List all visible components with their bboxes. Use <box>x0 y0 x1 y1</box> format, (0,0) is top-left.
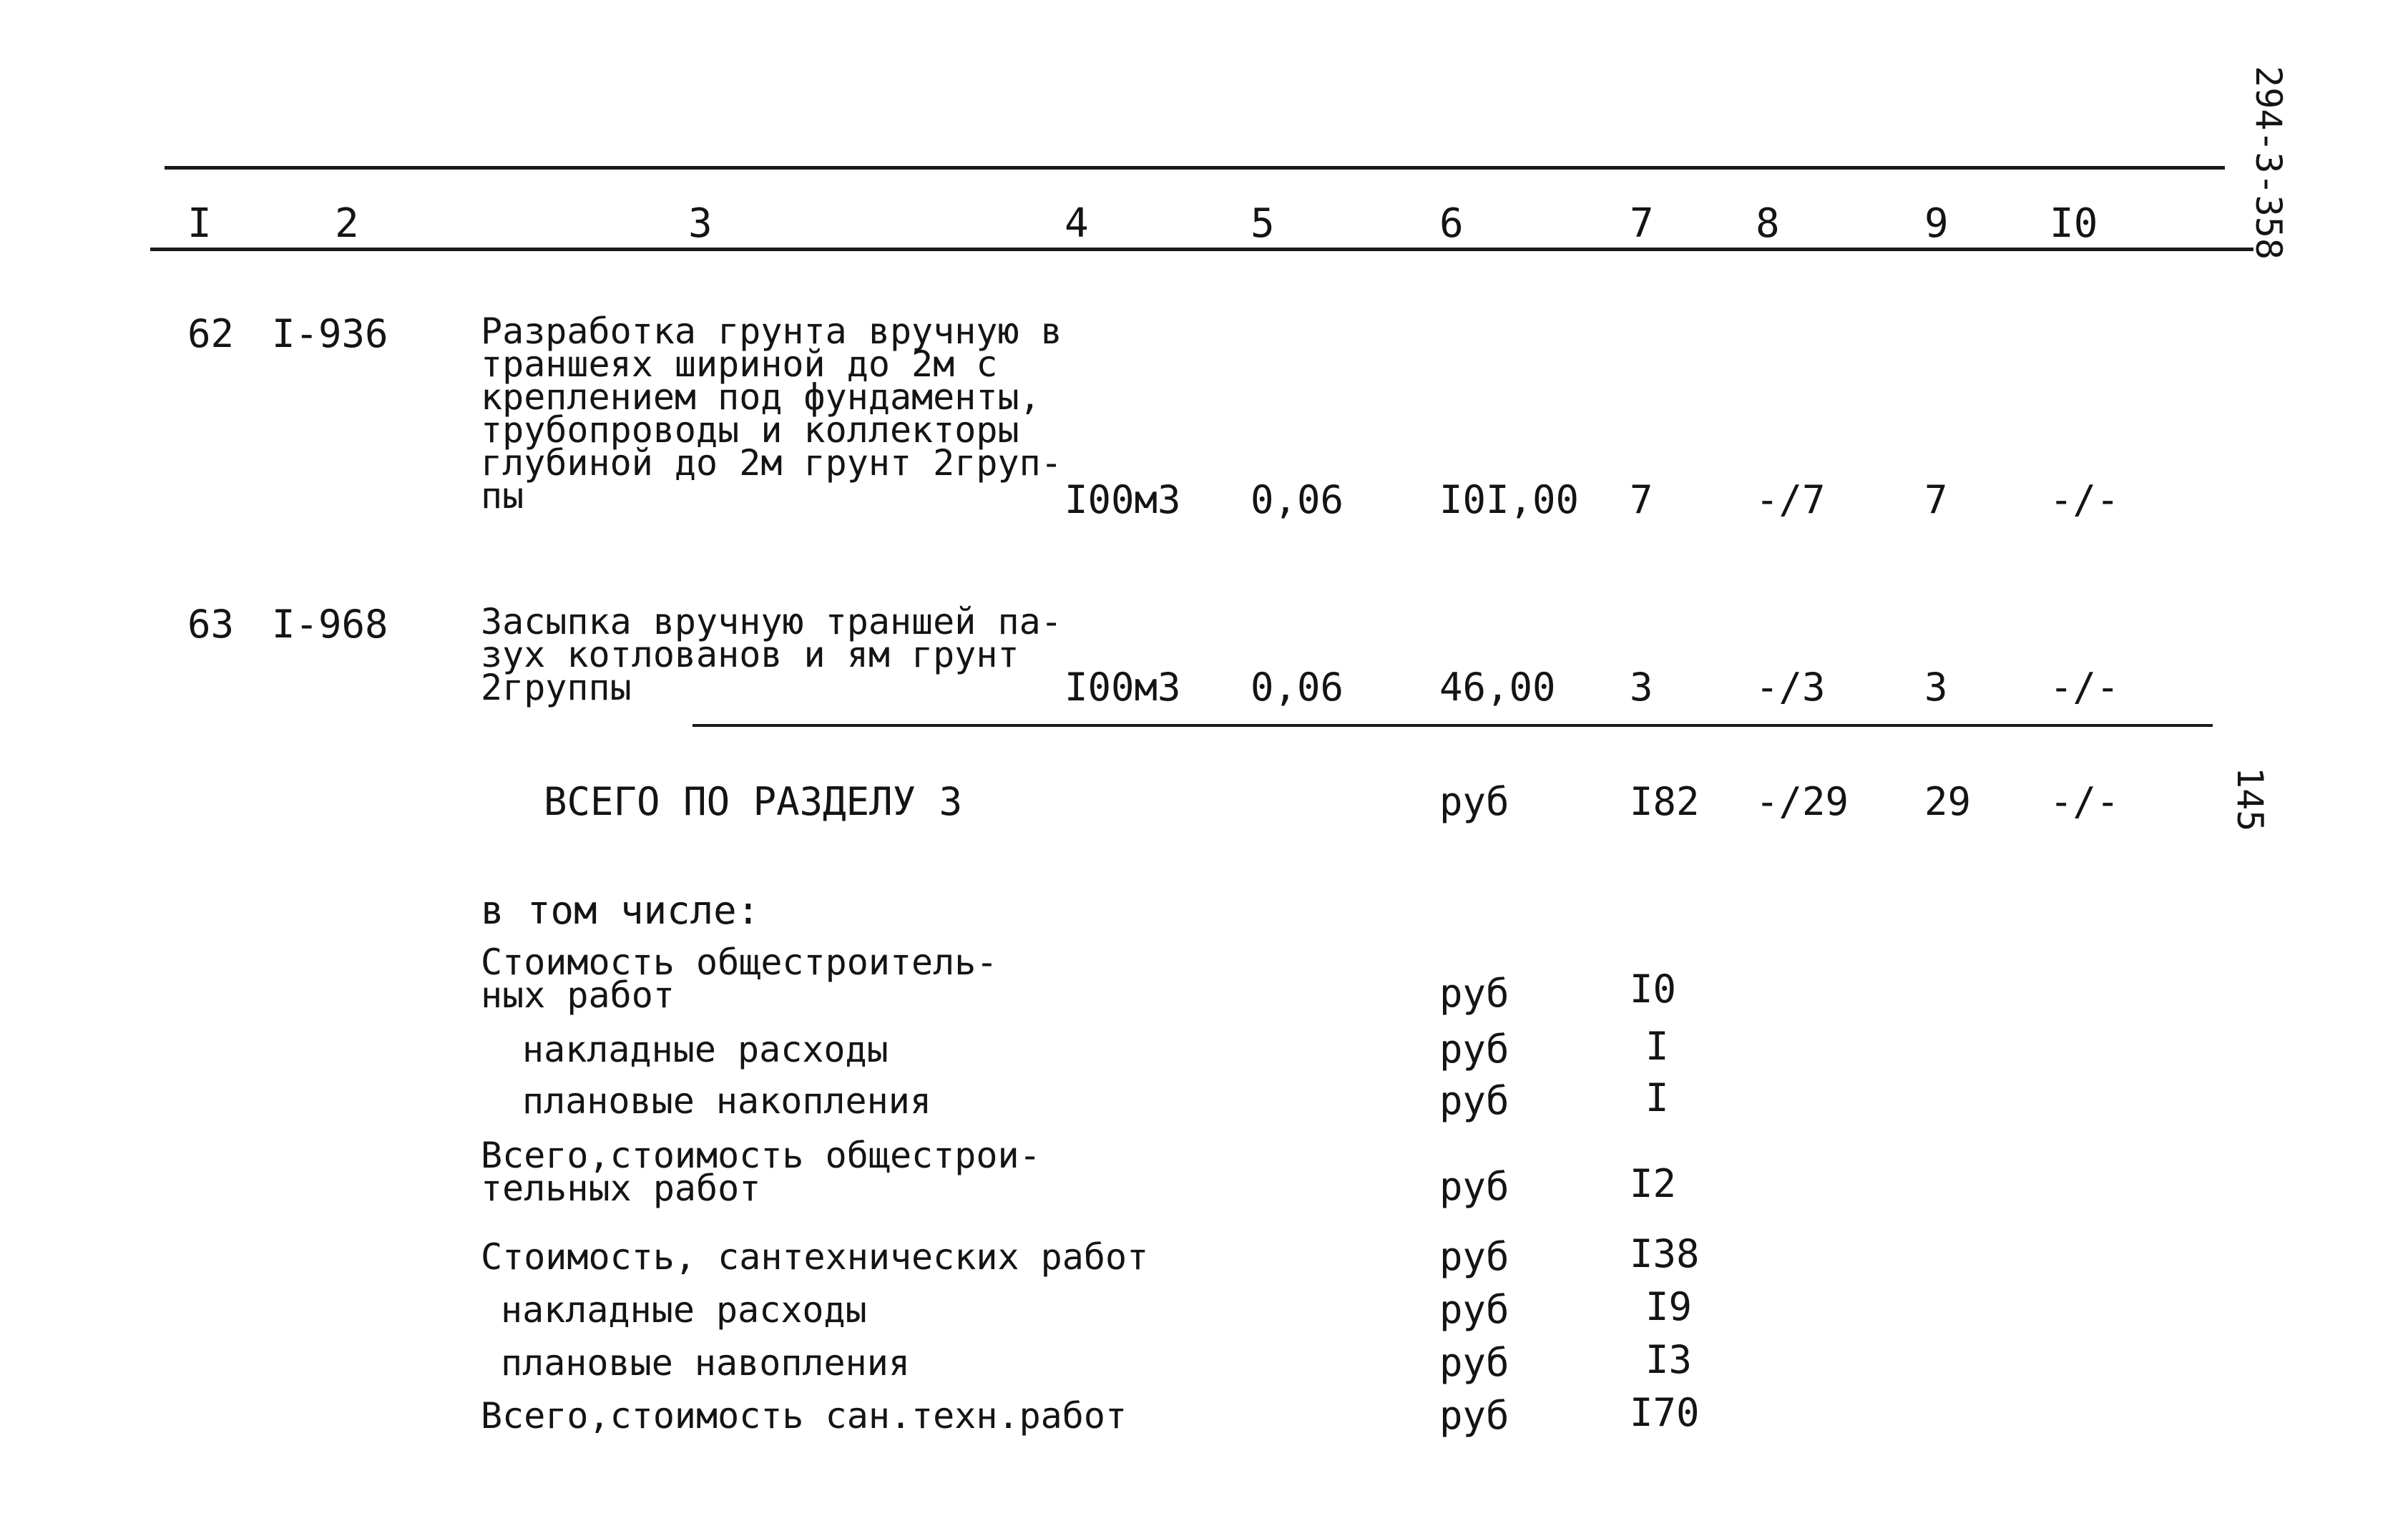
breakdown-unit: руб <box>1439 1287 1509 1332</box>
row-quantity: 0,06 <box>1251 665 1344 710</box>
col-header-9: 9 <box>1924 200 1949 247</box>
breakdown-label: Всего,стоимость общестрои- тельных работ <box>481 1135 1041 1209</box>
page-number: 145 <box>2229 767 2271 832</box>
col-header-1: I <box>187 200 212 247</box>
total-unit: руб <box>1439 779 1509 824</box>
breakdown-label: плановые накопления <box>522 1080 931 1122</box>
including-label: в том числе: <box>481 888 760 933</box>
row-description: Разработка грунта вручную в траншеях шириной до 2м с креплением под фундаменты, трубопроводы и коллекторы глубиной до 2м грунт 2груп- пы <box>481 310 1062 517</box>
breakdown-value: I0 <box>1630 967 1677 1012</box>
row-col7: 7 <box>1630 477 1653 522</box>
row-price: 46,00 <box>1439 665 1556 710</box>
row-price: I0I,00 <box>1439 477 1580 522</box>
row-code: I-936 <box>272 311 388 356</box>
col-header-3: 3 <box>688 200 713 247</box>
breakdown-label: Стоимость общестроитель- ных работ <box>481 942 998 1016</box>
row-col10: -/- <box>2050 665 2120 710</box>
row-col8: -/3 <box>1756 665 1826 710</box>
col-header-4: 4 <box>1064 200 1089 247</box>
breakdown-value: I9 <box>1645 1284 1693 1329</box>
breakdown-value: I38 <box>1630 1231 1700 1276</box>
row-description: Засыпка вручную траншей па- зух котлованов и ям грунт 2группы <box>481 601 1062 708</box>
top-rule <box>165 166 2225 170</box>
row-col10: -/- <box>2050 477 2120 522</box>
doc-code: 294-3-358 <box>2248 66 2289 260</box>
breakdown-unit: руб <box>1439 1340 1509 1385</box>
col-header-10: I0 <box>2050 200 2098 247</box>
total-col7: I82 <box>1630 779 1700 824</box>
breakdown-unit: руб <box>1439 1393 1509 1438</box>
col-header-7: 7 <box>1630 200 1654 247</box>
row-number: 63 <box>187 602 235 647</box>
total-col10: -/- <box>2050 779 2120 824</box>
row-col7: 3 <box>1630 665 1653 710</box>
row-unit: I00м3 <box>1064 477 1181 522</box>
total-col9: 29 <box>1924 779 1972 824</box>
breakdown-value: I <box>1645 1024 1669 1069</box>
row-col9: 3 <box>1924 665 1948 710</box>
breakdown-unit: руб <box>1439 1027 1509 1072</box>
breakdown-unit: руб <box>1439 971 1509 1016</box>
breakdown-unit: руб <box>1439 1078 1509 1123</box>
breakdown-value: I2 <box>1630 1161 1677 1206</box>
breakdown-label: плановые навопления <box>501 1342 910 1384</box>
row-unit: I00м3 <box>1064 665 1181 710</box>
breakdown-unit: руб <box>1439 1234 1509 1279</box>
col-header-8: 8 <box>1756 200 1780 247</box>
row-code: I-968 <box>272 602 388 647</box>
col-header-5: 5 <box>1251 200 1275 247</box>
total-label: ВСЕГО ПО РАЗДЕЛУ 3 <box>544 779 963 824</box>
breakdown-label: Всего,стоимость сан.техн.работ <box>481 1395 1127 1437</box>
col-header-6: 6 <box>1439 200 1464 247</box>
row-col9: 7 <box>1924 477 1948 522</box>
total-rule <box>692 724 2213 727</box>
row-number: 62 <box>187 311 235 356</box>
header-rule <box>150 248 2253 251</box>
breakdown-label: Стоимость, сантехнических работ <box>481 1236 1149 1278</box>
row-quantity: 0,06 <box>1251 477 1344 522</box>
breakdown-value: I <box>1645 1075 1669 1120</box>
breakdown-unit: руб <box>1439 1164 1509 1209</box>
total-col8: -/29 <box>1756 779 1849 824</box>
breakdown-label: накладные расходы <box>522 1029 889 1070</box>
row-col8: -/7 <box>1756 477 1826 522</box>
breakdown-label: накладные расходы <box>501 1289 867 1331</box>
col-header-2: 2 <box>335 200 359 247</box>
breakdown-value: I70 <box>1630 1390 1700 1435</box>
breakdown-value: I3 <box>1645 1337 1693 1382</box>
